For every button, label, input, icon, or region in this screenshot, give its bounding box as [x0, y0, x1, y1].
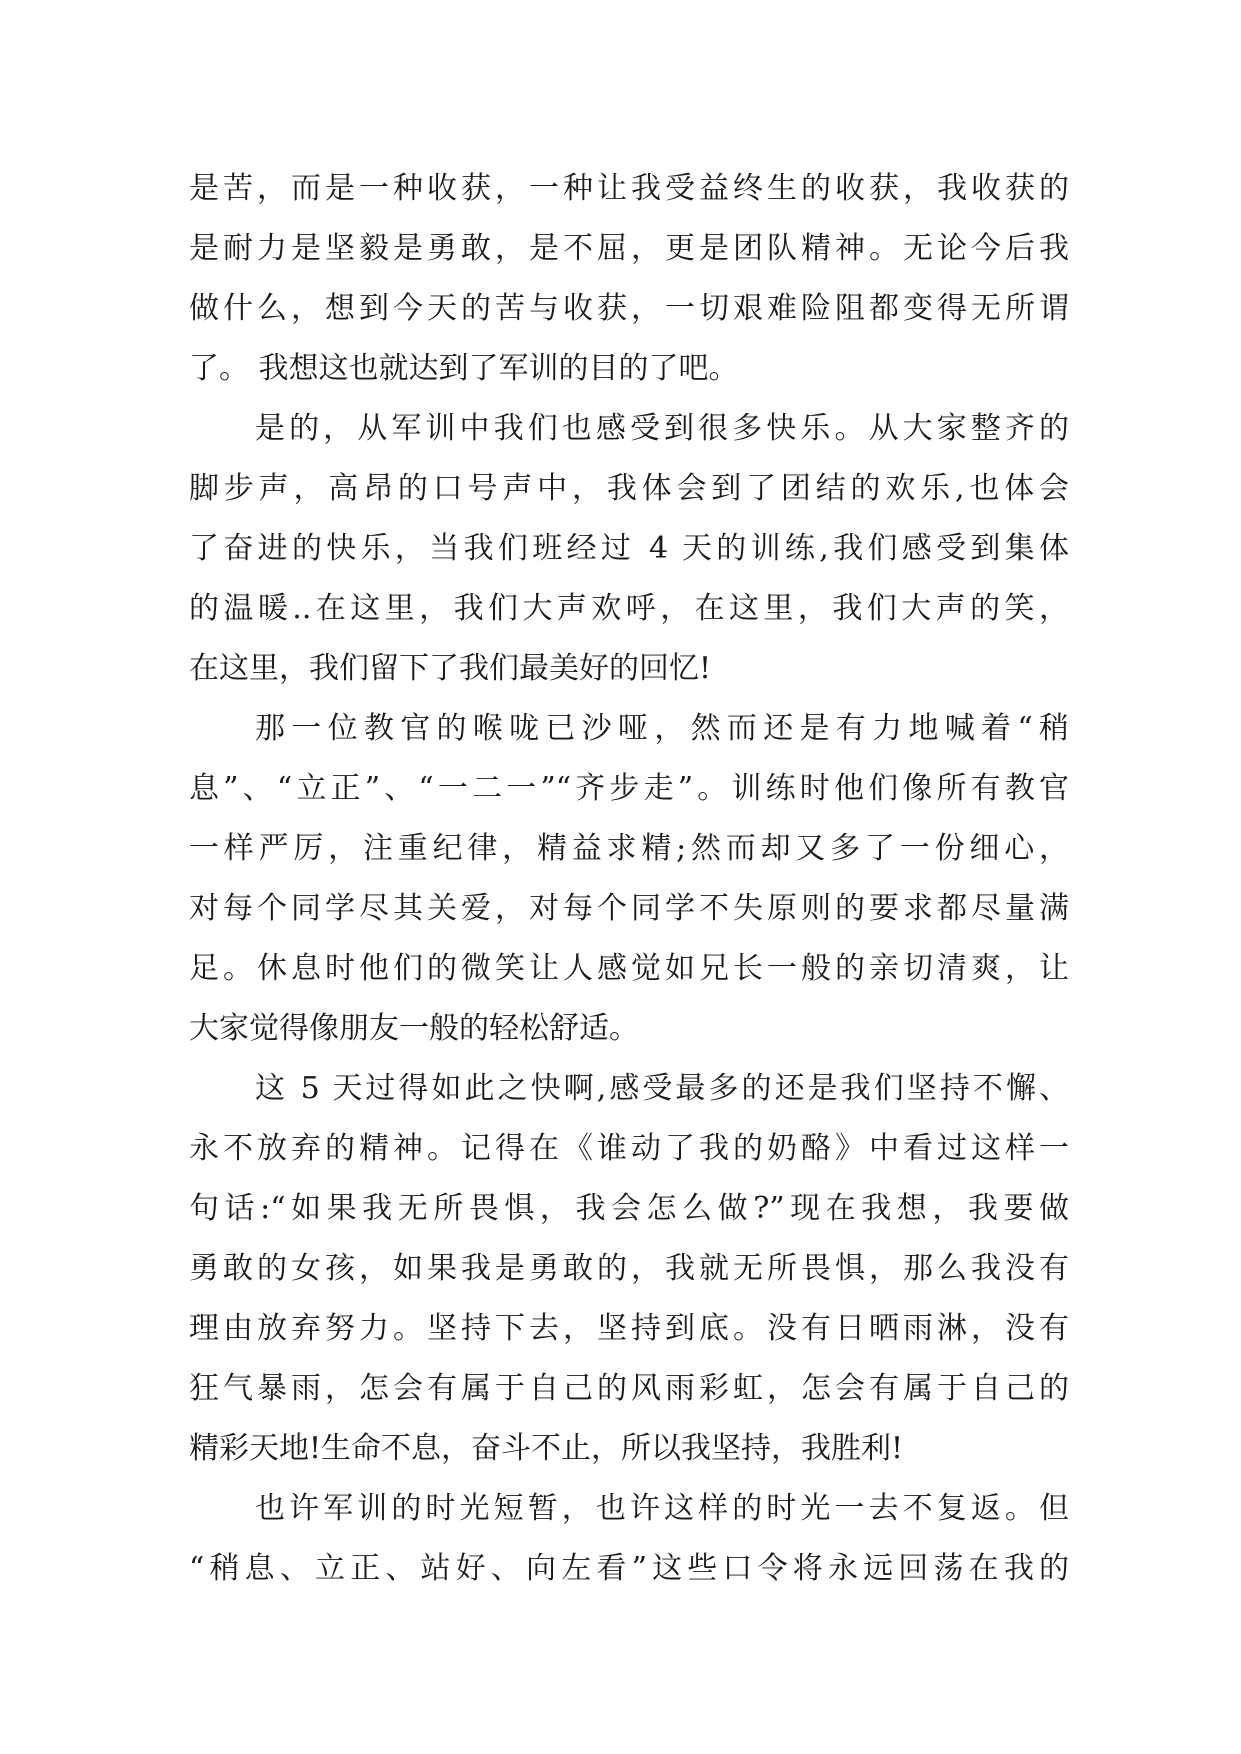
document-body	[189, 159, 1069, 1599]
text-line: 是耐力是坚毅是勇敢，是不屈，更是团队精神。无论今后我	[189, 231, 1069, 266]
text-line: 了。 我想这也就达到了军训的目的了吧。	[189, 351, 739, 386]
text-line: 做什么，想到今天的苦与收获，一切艰难险阻都变得无所谓	[189, 291, 1069, 326]
text-line: 大家觉得像朋友一般的轻松舒适。	[189, 1011, 639, 1046]
paragraph-first-line: 是的，从军训中我们也感受到很多快乐。从大家整齐的	[255, 411, 1069, 446]
paragraph-first-line: 也许军训的时光短暂，也许这样的时光一去不复返。但	[255, 1491, 1069, 1526]
paragraph-first-line: 那一位教官的喉咙已沙哑，然而还是有力地喊着“稍	[255, 711, 1069, 746]
text-line: “稍息、立正、站好、向左看”这些口令将永远回荡在我的	[189, 1551, 1069, 1586]
text-line: 一样严厉，注重纪律，精益求精;然而却又多了一份细心，	[189, 831, 1069, 866]
text-line: 足。休息时他们的微笑让人感觉如兄长一般的亲切清爽，让	[189, 951, 1069, 986]
text-line: 在这里，我们留下了我们最美好的回忆!	[189, 651, 712, 686]
text-line: 精彩天地!生命不息，奋斗不止，所以我坚持，我胜利!	[189, 1431, 904, 1466]
text-line: 的温暖..在这里，我们大声欢呼，在这里，我们大声的笑，	[189, 591, 1069, 626]
text-line: 永不放弃的精神。记得在《谁动了我的奶酪》中看过这样一	[189, 1131, 1069, 1166]
text-line: 息”、“立正”、“一二一”“齐步走”。训练时他们像所有教官	[189, 771, 1069, 806]
text-line: 句话:“如果我无所畏惧，我会怎么做?”现在我想，我要做	[189, 1191, 1069, 1226]
text-line: 是苦，而是一种收获，一种让我受益终生的收获，我收获的	[189, 171, 1069, 206]
text-line: 勇敢的女孩，如果我是勇敢的，我就无所畏惧，那么我没有	[189, 1251, 1069, 1286]
text-line: 狂气暴雨，怎会有属于自己的风雨彩虹，怎会有属于自己的	[189, 1371, 1069, 1406]
paragraph-first-line: 这 5 天过得如此之快啊,感受最多的还是我们坚持不懈、	[255, 1071, 1069, 1106]
text-line: 脚步声，高昂的口号声中，我体会到了团结的欢乐,也体会	[189, 471, 1069, 506]
text-line: 理由放弃努力。坚持下去，坚持到底。没有日晒雨淋，没有	[189, 1311, 1069, 1346]
text-line: 对每个同学尽其关爱，对每个同学不失原则的要求都尽量满	[189, 891, 1069, 926]
text-line: 了奋进的快乐，当我们班经过 4 天的训练,我们感受到集体	[189, 531, 1069, 566]
